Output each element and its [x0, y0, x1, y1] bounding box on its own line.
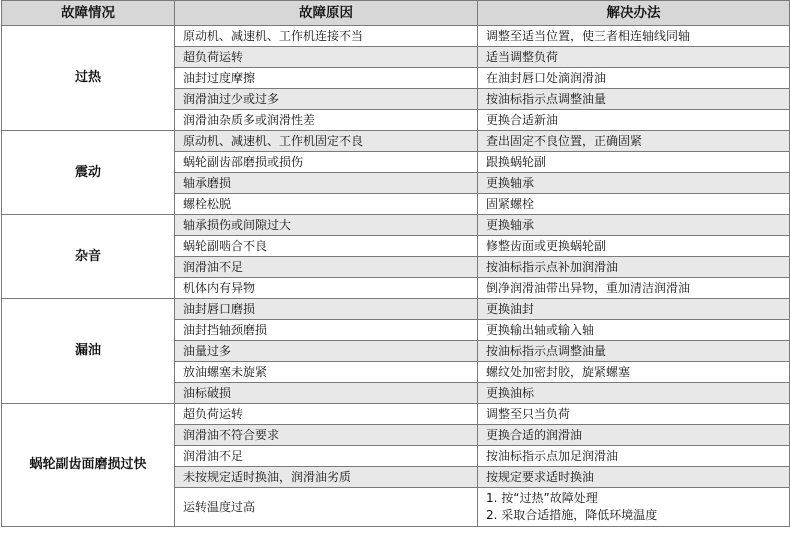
solution-cell: 适当调整负荷: [478, 47, 790, 68]
cause-cell: 超负荷运转: [175, 47, 478, 68]
solution-cell: 按油标指示点调整油量: [478, 89, 790, 110]
cause-cell: 润滑油不足: [175, 446, 478, 467]
solution-cell: 更换轴承: [478, 215, 790, 236]
solution-cell: 固紧螺栓: [478, 194, 790, 215]
solution-cell: 按油标指示点补加润滑油: [478, 257, 790, 278]
cause-cell: 运转温度过高: [175, 488, 478, 527]
solution-cell: 跟换蜗轮副: [478, 152, 790, 173]
cause-cell: 润滑油不符合要求: [175, 425, 478, 446]
solution-cell: 修整齿面或更换蜗轮副: [478, 236, 790, 257]
cause-cell: 油封过度摩擦: [175, 68, 478, 89]
cause-cell: 原动机、减速机、工作机固定不良: [175, 131, 478, 152]
solution-cell: 按油标指示点加足润滑油: [478, 446, 790, 467]
cause-cell: 轴承磨损: [175, 173, 478, 194]
header-row: [2, 1, 790, 26]
solution-cell: 更换合适的润滑油: [478, 425, 790, 446]
solution-cell: 调整至只当负荷: [478, 404, 790, 425]
fault-cell: 蜗轮副齿面磨损过快: [2, 404, 175, 527]
header-cause: 故障原因: [175, 1, 478, 26]
cause-cell: 油标破损: [175, 383, 478, 404]
cause-cell: 润滑油杂质多或润滑性差: [175, 110, 478, 131]
solution-cell: 按规定要求适时换油: [478, 467, 790, 488]
cause-cell: 超负荷运转: [175, 404, 478, 425]
fault-cell: 过热: [2, 26, 175, 131]
solution-cell: 在油封唇口处滴润滑油: [478, 68, 790, 89]
solution-cell: 更换油封: [478, 299, 790, 320]
solution-cell: 调整至适当位置，使三者相连轴线同轴: [478, 26, 790, 47]
solution-cell: 更换油标: [478, 383, 790, 404]
cause-cell: 油封唇口磨损: [175, 299, 478, 320]
cause-cell: 润滑油过少或过多: [175, 89, 478, 110]
solution-cell: 更换合适新油: [478, 110, 790, 131]
solution-cell: 更换轴承: [478, 173, 790, 194]
table-row: [2, 215, 790, 236]
fault-cell: 震动: [2, 131, 175, 215]
header-solution: 解决办法: [478, 1, 790, 26]
cause-cell: 机体内有异物: [175, 278, 478, 299]
cause-cell: 轴承损伤或间隙过大: [175, 215, 478, 236]
solution-line: 2. 采取合适措施，降低环境温度: [486, 508, 658, 522]
table-row: [2, 26, 790, 47]
cause-cell: 蜗轮副齿部磨损或损伤: [175, 152, 478, 173]
cause-cell: 原动机、减速机、工作机连接不当: [175, 26, 478, 47]
cause-cell: 油封挡轴颈磨损: [175, 320, 478, 341]
cause-cell: 未按规定适时换油，润滑油劣质: [175, 467, 478, 488]
table-row: [2, 299, 790, 320]
solution-cell: 按油标指示点调整油量: [478, 341, 790, 362]
solution-cell: 查出固定不良位置，正确固紧: [478, 131, 790, 152]
cause-cell: 蜗轮副啮合不良: [175, 236, 478, 257]
solution-cell: 螺纹处加密封胶，旋紧螺塞: [478, 362, 790, 383]
table-row: [2, 404, 790, 425]
cause-cell: 润滑油不足: [175, 257, 478, 278]
fault-table: [1, 0, 790, 527]
header-fault: 故障情况: [2, 1, 175, 26]
cause-cell: 放油螺塞未旋紧: [175, 362, 478, 383]
fault-cell: 杂音: [2, 215, 175, 299]
cause-cell: 螺栓松脱: [175, 194, 478, 215]
solution-cell: 倒净润滑油带出异物，重加清洁润滑油: [478, 278, 790, 299]
solution-cell: 更换输出轴或输入轴: [478, 320, 790, 341]
cause-cell: 油量过多: [175, 341, 478, 362]
solution-cell: [478, 488, 790, 527]
table-row: [2, 131, 790, 152]
fault-cell: 漏油: [2, 299, 175, 404]
solution-line: 1. 按“过热”故障处理: [486, 491, 598, 505]
